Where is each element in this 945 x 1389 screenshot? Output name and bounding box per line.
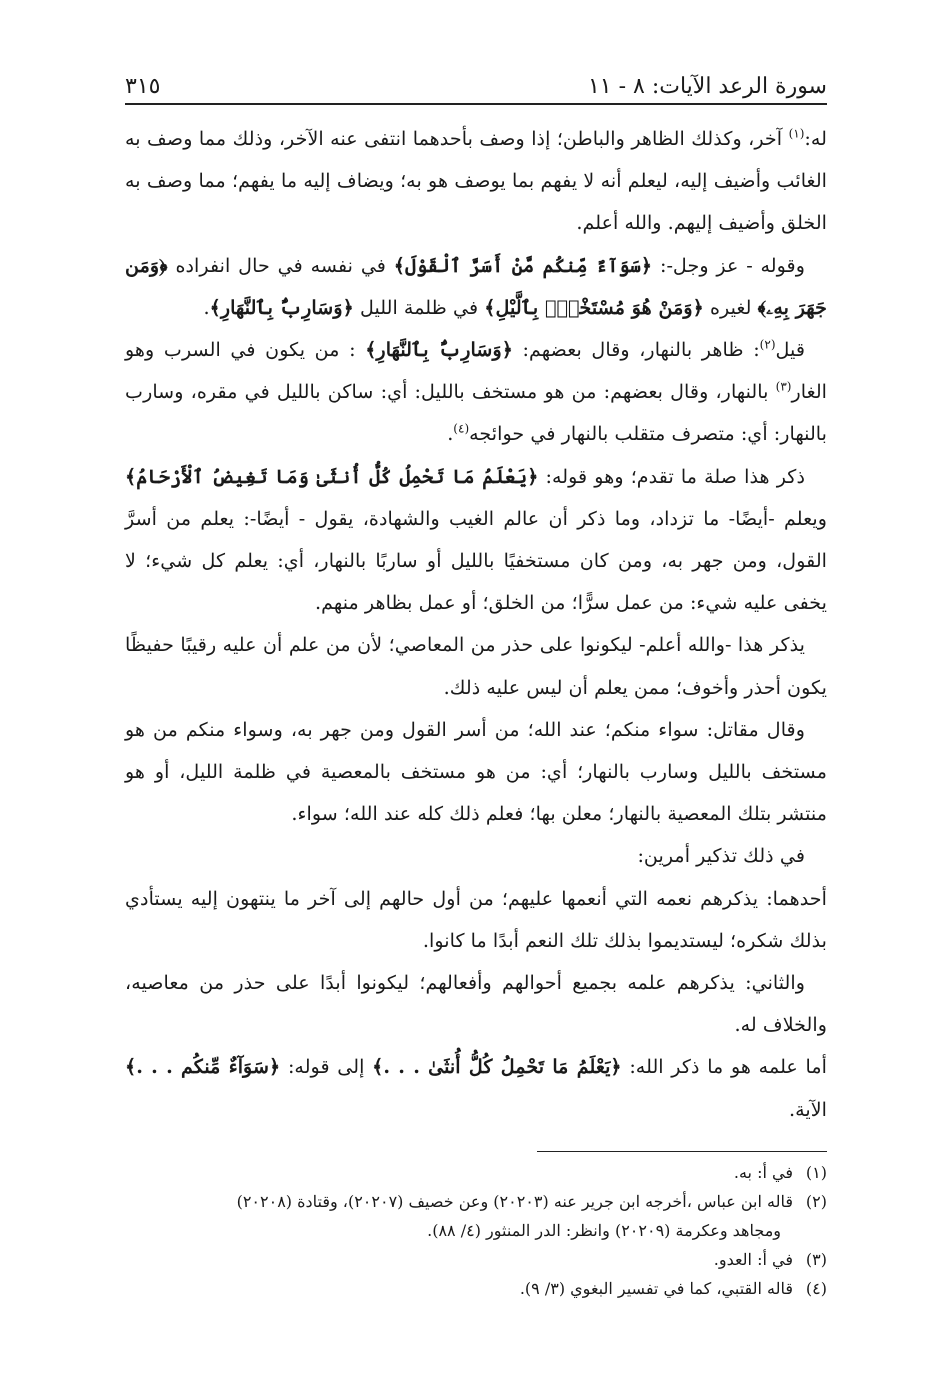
quran-quote: ﴿سَوَآءٌ مِّنكُم مَّنْ أَسَرَّ ٱلْقَوْلَ﴾ bbox=[393, 253, 653, 277]
quran-quote: ﴿وَمَن جَهَرَ بِهِۦ﴾ bbox=[125, 253, 827, 319]
paragraph-6: وقال مقاتل: سواء منكم؛ عند الله؛ من أسر القول ومن جهر به، وسواء منكم من هو مستخف بالليل وسارب بالنهار؛ أي: من هو مستخف بالمعصية في ظلمة الليل، أو هو منتشر بتلك المعصية بالنهار؛ معلن بها؛ فعلم ذلك كله عند الله؛ سواء. bbox=[125, 717, 827, 826]
chapter-title: سورة الرعد الآيات: ٨ - ١١ bbox=[587, 74, 827, 99]
quran-quote: ﴿وَسَارِبٌۢ بِٱلنَّهَارِ﴾ bbox=[365, 338, 513, 362]
paragraph-1: له:$^{(١)}$ آخر، وكذلك الظاهر والباطن؛ إذا وصف بأحدهما انتفى عنه الآخر، وذلك مما وصف به الغائب وأضيف إليه، ليعلم أنه لا يفهم بما يوصف هو به؛ ويضاف إليه ما يفهم؛ مما وصف به الخلق وأضيف إليهم. والله أعلم. bbox=[125, 126, 827, 235]
footnote: (٣)في أ: العدو. bbox=[125, 1245, 827, 1274]
footnote-number: (٣) bbox=[805, 1250, 827, 1269]
footnotes bbox=[125, 1158, 827, 1303]
paragraph-3: قيل$^{(٢)}$: ظاهر بالنهار، وقال بعضهم: ﴿وَسَارِبٌۢ بِٱلنَّهَارِ﴾ : من يكون في السرب وهو الغار$^{(٣)}$ بالنهار، وقال بعضهم: من هو مستخف بالليل: أي: ساكن بالليل في مقره، وسارب بالنهار: أي: متصرف متقلب بالنهار في حوائجه$^{(٤)}$. bbox=[125, 337, 827, 446]
quran-quote: ﴿وَمَنْ هُوَ مُسْتَخْفٍۭ بِٱلَّيْلِ﴾ bbox=[484, 295, 704, 319]
main-text bbox=[125, 118, 827, 1131]
footnote-continuation: ومجاهد وعكرمة (٢٠٢٠٩) وانظر: الدر المنثور (٤/ ٨٨). bbox=[427, 1221, 781, 1240]
paragraph-4: ذكر هذا صلة ما تقدم؛ وهو قوله: ﴿يَعْلَمُ مَا تَحْمِلُ كُلُّ أُنثَىٰ وَمَا تَغِيضُ ٱلْأَرْحَامُ﴾ ويعلم -أيضًا- ما تزداد، وما ذكر أن عالم الغيب والشهادة، يقول - أيضًا-: يعلم من أسرَّ القول، ومن جهر به، ومن كان مستخفيًا بالليل أو ساربًا بالنهار، أي: يعلم كل شيء؛ لا يخفى عليه شيء: من عمل سرًّا؛ من الخلق؛ أو عمل بظاهر منهم. bbox=[125, 464, 827, 615]
page-number: ٣١٥ bbox=[125, 74, 161, 99]
paragraph-2: وقوله - عز وجل-: ﴿سَوَآءٌ مِّنكُم مَّنْ أَسَرَّ ٱلْقَوْلَ﴾ في نفسه في حال انفراده ﴿وَمَن جَهَرَ بِهِۦ﴾ لغيره ﴿وَمَنْ هُوَ مُسْتَخْفٍۭ بِٱلَّيْلِ﴾ في ظلمة الليل ﴿وَسَارِبٌۢ بِٱلنَّهَارِ﴾. bbox=[125, 253, 827, 319]
paragraph-8: أحدهما: يذكرهم نعمه التي أنعمها عليهم؛ من أول حالهم إلى آخر ما ينتهون إليه يستأدي بذلك شكره؛ ليستديموا بذلك تلك النعم أبدًا ما كانوا. bbox=[125, 886, 827, 952]
footnote-divider bbox=[537, 1151, 827, 1152]
header-divider bbox=[125, 103, 827, 105]
footnote-number: (١) bbox=[805, 1163, 827, 1182]
paragraph-10: أما علمه هو ما ذكر الله: ﴿يَعْلَمُ مَا تَحْمِلُ كُلُّ أُنثَىٰ . . .﴾ إلى قوله: ﴿سَوَآءٌ مِّنكُم . . .﴾ الآية. bbox=[125, 1055, 827, 1121]
quran-quote: ﴿سَوَآءٌ مِّنكُم . . .﴾ bbox=[125, 1055, 281, 1079]
paragraph-5: يذكر هذا -والله أعلم- ليكونوا على حذر من المعاصي؛ لأن من علم أن عليه رقيبًا حفيظًا يكون أحذر وأخوف؛ ممن يعلم أن ليس عليه ذلك. bbox=[125, 633, 827, 699]
paragraph-7: في ذلك تذكير أمرين: bbox=[637, 844, 805, 868]
footnote-number: (٢) bbox=[805, 1192, 827, 1211]
running-header bbox=[125, 58, 827, 98]
quran-quote: ﴿يَعْلَمُ مَا تَحْمِلُ كُلُّ أُنثَىٰ وَمَا تَغِيضُ ٱلْأَرْحَامُ﴾ bbox=[125, 464, 539, 488]
footnote: (٢)قاله ابن عباس ،أخرجه ابن جرير عنه (٢٠٢٠٣) وعن خصيف (٢٠٢٠٧)، وقتادة (٢٠٢٠٨) bbox=[125, 1187, 827, 1216]
footnote-number: (٤) bbox=[805, 1279, 827, 1298]
footnote-ref[interactable]: (١) bbox=[788, 126, 805, 141]
footnote: (١)في أ: به. bbox=[125, 1158, 827, 1187]
quran-quote: ﴿يَعْلَمُ مَا تَحْمِلُ كُلُّ أُنثَىٰ . . .﴾ bbox=[372, 1055, 622, 1079]
paragraph-9: والثاني: يذكرهم علمه بجميع أحوالهم وأفعالهم؛ ليكونوا أبدًا على حذر من معاصيه، والخلاف له. bbox=[125, 971, 827, 1037]
footnote-ref[interactable]: (٤) bbox=[453, 422, 470, 437]
footnote-ref[interactable]: (٣) bbox=[775, 379, 792, 394]
footnote-ref[interactable]: (٢) bbox=[759, 337, 776, 352]
quran-quote: ﴿وَسَارِبٌۢ بِٱلنَّهَارِ﴾ bbox=[209, 295, 354, 319]
footnote: (٤)قاله القتبي، كما في تفسير البغوي (٣/ ٩). bbox=[125, 1274, 827, 1303]
